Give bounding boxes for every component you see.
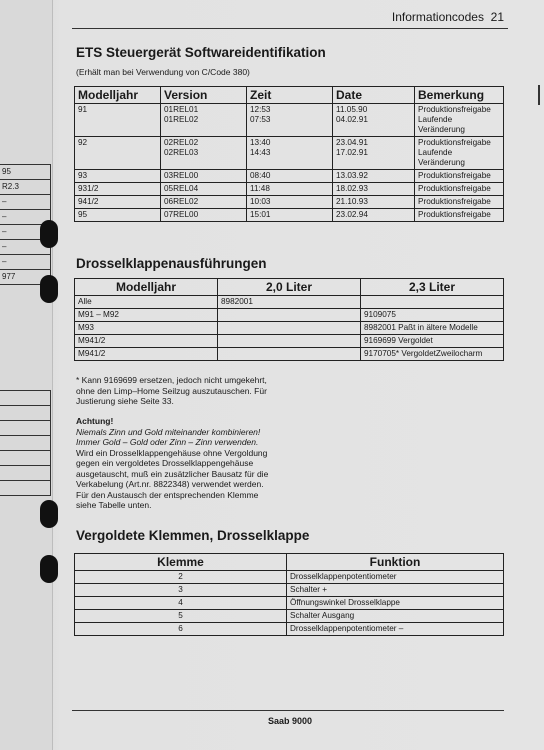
warning-text: Wird ein Drosselklappengehäuse ohne Vergoldung gegen ein vergoldetes Drosselklappengehäuse ausgetauscht, muß ein zusätzlicher Bausatz für die Verkabelung (Art.nr. 8822348) verwendet werden. Für den Austausch der entsprechenden Klemme siehe Tabelle unten. [76,447,269,510]
margin-mark [538,85,540,105]
table-row [75,335,504,348]
col-header: Modelljahr [75,279,218,296]
cell-note [415,170,504,183]
cell-year: M93 [75,322,218,335]
cell-note-line: Produktionsfreigabe [418,197,491,206]
cell-time-line: 12:53 [250,105,271,114]
cell-version [161,104,247,137]
footnote: * Kann 9169699 ersetzen, jedoch nicht umgekehrt, ohne den Limp–Home Seilzug auszutauschen. Für Justierung siehe Seite 33. [76,375,267,406]
cell-version [161,137,247,170]
cell-time [247,170,333,183]
table-row [75,597,504,610]
cell-version-line: 05REL04 [164,184,199,193]
col-header: Modelljahr [75,87,161,104]
cell-time [247,183,333,196]
cell-time-line: 15:01 [250,210,271,219]
software-id-table [74,86,504,222]
cell-note-line: Produktionsfreigabe [418,184,491,193]
cell-note [415,104,504,137]
col-header: Version [161,87,247,104]
table-row [75,348,504,361]
cell-time-line: 08:40 [250,171,271,180]
cell-year: M941/2 [75,348,218,361]
stub-row: R2.3 [0,180,50,195]
table-row [75,571,504,584]
cell-terminal: 3 [75,584,287,597]
stub-row [0,451,50,466]
stub-row: 95 [0,165,50,180]
binder-hole [40,555,58,583]
cell-version-line: 01REL02 [164,115,199,124]
cell-date-line: 21.10.93 [336,197,368,206]
table-row [75,196,504,209]
cell-version-line: 01REL01 [164,105,199,114]
cell-terminal: 6 [75,623,287,636]
table-row [75,137,504,170]
cell-version-line: 02REL02 [164,138,199,147]
cell-date [333,137,415,170]
section2-title: Drosselklappenausführungen [76,256,267,271]
cell-time-line: 13:40 [250,138,271,147]
page-header [392,10,504,24]
cell-year: 93 [75,170,161,183]
cell-date-line: 18.02.93 [336,184,368,193]
warning-block [76,416,278,511]
cell-year: 91 [75,104,161,137]
stub-row: 977 [2,272,16,281]
cell-date-line: 23.04.91 [336,138,368,147]
cell-year: 92 [75,137,161,170]
cell-function: Schalter + [287,584,504,597]
cell-note-line: Laufende [418,148,453,157]
cell-function: Drosselklappenpotentiometer – [287,623,504,636]
col-header: 2,0 Liter [218,279,361,296]
col-header: Bemerkung [415,87,504,104]
cell-date [333,104,415,137]
cell-date-line: 17.02.91 [336,148,368,157]
cell-version-line: 06REL02 [164,197,199,206]
cell-time-line: 10:03 [250,197,271,206]
col-header: Zeit [247,87,333,104]
cell-note-line: Produktionsfreigabe [418,210,491,219]
cell-note-line: Laufende [418,115,453,124]
cell-date [333,183,415,196]
col-header: Funktion [287,554,504,571]
cell-date-line: 11.05.90 [336,105,368,114]
cell-time [247,196,333,209]
terminal-table [74,553,504,636]
left-stub-table-bottom [0,390,51,496]
stub-row [0,406,50,421]
cell-date [333,170,415,183]
cell-year: 931/2 [75,183,161,196]
table-row [75,209,504,222]
cell-year: M941/2 [75,335,218,348]
table-row [75,170,504,183]
section1-subtitle: (Erhält man bei Verwendung von C/Code 380) [76,67,250,77]
stub-row [0,391,50,406]
col-header: Date [333,87,415,104]
cell-2-0-liter [218,322,361,335]
cell-terminal: 5 [75,610,287,623]
cell-note-line: Produktionsfreigabe [418,138,491,147]
binder-hole [40,275,58,303]
col-header: 2,3 Liter [361,279,504,296]
cell-year: 941/2 [75,196,161,209]
cell-2-3-liter: 9170705* VergoldetZweilocharm [361,348,504,361]
cell-year: 95 [75,209,161,222]
page-number: 21 [490,10,504,24]
cell-2-0-liter [218,348,361,361]
cell-2-0-liter [218,335,361,348]
cell-time [247,209,333,222]
cell-note [415,196,504,209]
cell-note-line: Veränderung [418,158,465,167]
cell-date-line: 04.02.91 [336,115,368,124]
binder-hole [40,220,58,248]
cell-year: Alle [75,296,218,309]
cell-function: Öffnungswinkel Drosselklappe [287,597,504,610]
stub-row [0,466,50,481]
cell-note-line: Veränderung [418,125,465,134]
cell-version [161,183,247,196]
stub-row: – [0,255,50,270]
table-row [75,584,504,597]
footer-rule [72,710,504,711]
cell-version-line: 03REL00 [164,171,199,180]
footer-text: Saab 9000 [268,716,313,726]
header-title: Informationcodes [391,10,484,24]
cell-date [333,196,415,209]
cell-2-3-liter [361,296,504,309]
stub-row: – [0,195,50,210]
binder-hole [40,500,58,528]
stub-row: – [0,240,50,255]
table-row [75,623,504,636]
cell-time-line: 14:43 [250,148,271,157]
cell-note-line: Produktionsfreigabe [418,171,491,180]
cell-date-line: 13.03.92 [336,171,368,180]
cell-note [415,209,504,222]
section1-title: ETS Steuergerät Softwareidentifikation [76,45,326,60]
cell-note [415,183,504,196]
cell-version [161,170,247,183]
cell-note-line: Produktionsfreigabe [418,105,491,114]
cell-time [247,104,333,137]
cell-time-line: 07:53 [250,115,271,124]
warning-title: Achtung! [76,416,114,426]
cell-version [161,196,247,209]
stub-row [0,481,50,495]
cell-version [161,209,247,222]
cell-year: M91 – M92 [75,309,218,322]
warning-italic: Niemals Zinn und Gold miteinander kombinieren! Immer Gold – Gold oder Zinn – Zinn verwenden. [76,426,261,447]
table-row [75,183,504,196]
header-rule [72,28,508,29]
previous-page-edge [0,0,53,750]
stub-row [0,421,50,436]
col-header: Klemme [75,554,287,571]
stub-row [0,436,50,451]
cell-function: Drosselklappenpotentiometer [287,571,504,584]
table-row [75,104,504,137]
cell-2-3-liter: 9109075 [361,309,504,322]
cell-2-3-liter: 9169699 Vergoldet [361,335,504,348]
table-row [75,296,504,309]
cell-terminal: 4 [75,597,287,610]
cell-version-line: 02REL03 [164,148,199,157]
cell-date [333,209,415,222]
cell-function: Schalter Ausgang [287,610,504,623]
table-row [75,309,504,322]
table-row [75,610,504,623]
cell-terminal: 2 [75,571,287,584]
cell-time-line: 11:48 [250,184,270,193]
throttle-table [74,278,504,361]
cell-note [415,137,504,170]
section3-title: Vergoldete Klemmen, Drosselklappe [76,528,310,543]
table-row [75,322,504,335]
cell-version-line: 07REL00 [164,210,199,219]
stub-row: – [0,210,50,225]
stub-row: – [0,225,50,240]
cell-date-line: 23.02.94 [336,210,368,219]
cell-2-0-liter: 8982001 [218,296,361,309]
cell-2-3-liter: 8982001 Paßt in ältere Modelle [361,322,504,335]
cell-2-0-liter [218,309,361,322]
cell-time [247,137,333,170]
